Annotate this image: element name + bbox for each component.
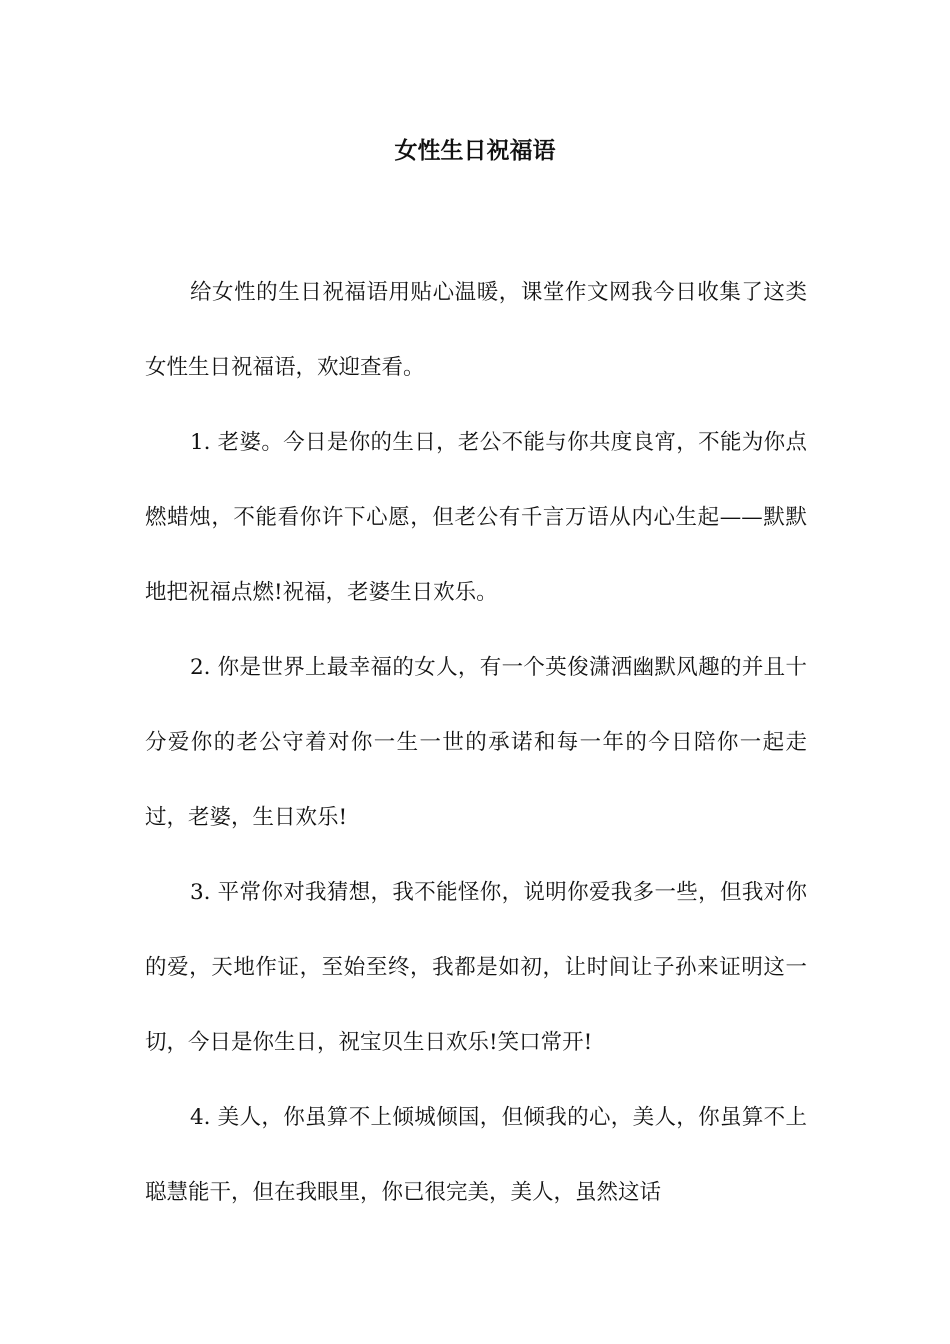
document-title: 女性生日祝福语 [394, 137, 556, 164]
wish-paragraph-2: 2. 你是世界上最幸福的女人，有一个英俊潇洒幽默风趣的并且十分爱你的老公守着对你一生一世的承诺和每一年的今日陪你一起走过，老婆，生日欢乐! [145, 655, 807, 830]
wish-paragraph-1: 1. 老婆。今日是你的生日，老公不能与你共度良宵，不能为你点燃蜡烛，不能看你许下心愿，但老公有千言万语从内心生起——默默地把祝福点燃!祝福，老婆生日欢乐。 [145, 430, 807, 605]
intro-paragraph: 给女性的生日祝福语用贴心温暖，课堂作文网我今日收集了这类女性生日祝福语，欢迎查看。 [145, 280, 807, 380]
wish-paragraph-4: 4. 美人，你虽算不上倾城倾国，但倾我的心，美人，你虽算不上聪慧能干，但在我眼里，你已很完美，美人，虽然这话 [145, 1105, 807, 1205]
wish-paragraph-3: 3. 平常你对我猜想，我不能怪你，说明你爱我多一些，但我对你的爱，天地作证，至始至终，我都是如初，让时间让子孙来证明这一切，今日是你生日，祝宝贝生日欢乐!笑口常开! [145, 880, 807, 1055]
document-body [145, 255, 807, 1230]
